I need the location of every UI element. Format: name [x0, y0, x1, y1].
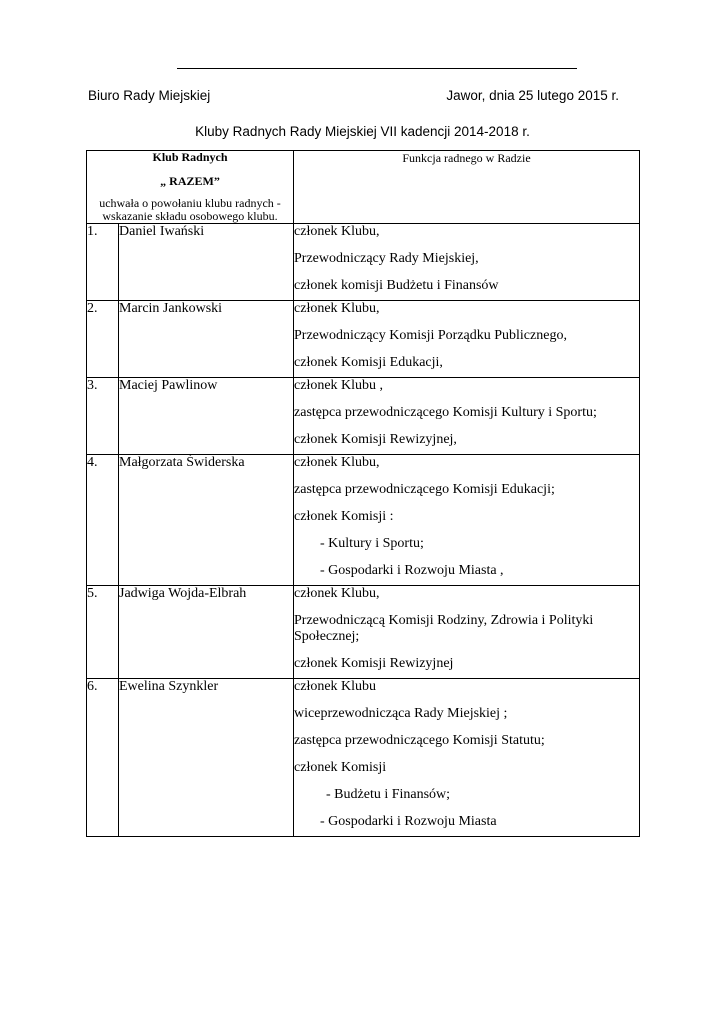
role-line: członek Klubu: [294, 679, 377, 694]
role-line: członek komisji Budżetu i Finansów: [294, 278, 499, 293]
role-line: Przewodniczącą Komisji Rodziny, Zdrowia i Polityki Społecznej;: [294, 613, 594, 644]
role-subline: - Gospodarki i Rozwoju Miasta: [320, 814, 497, 829]
row-number: 6.: [87, 679, 119, 837]
document-title: Kluby Radnych Rady Miejskiej VII kadencji 2014-2018 r.: [195, 124, 530, 139]
table-row: [87, 679, 640, 837]
table-row: [87, 224, 640, 301]
member-roles: [294, 679, 640, 837]
role-line: członek Komisji Rewizyjnej: [294, 656, 454, 671]
table-row: [87, 455, 640, 586]
club-header-cell: [87, 151, 294, 224]
club-note: uchwała o powołaniu klubu radnych - wskazanie składu osobowego klubu.: [99, 196, 281, 223]
role-line: wiceprzewodnicząca Rady Miejskiej ;: [294, 706, 508, 721]
row-number: 3.: [87, 378, 119, 455]
table-row: [87, 378, 640, 455]
role-subline: - Gospodarki i Rozwoju Miasta ,: [320, 563, 504, 578]
member-name: Daniel Iwański: [119, 224, 294, 301]
office-name: Biuro Rady Miejskiej: [88, 88, 211, 103]
row-number: 2.: [87, 301, 119, 378]
member-name: Marcin Jankowski: [119, 301, 294, 378]
club-label: Klub Radnych: [152, 150, 228, 164]
role-line: członek Komisji Rewizyjnej,: [294, 432, 457, 447]
member-name: Maciej Pawlinow: [119, 378, 294, 455]
role-line: członek Komisji :: [294, 509, 394, 524]
member-roles: [294, 378, 640, 455]
function-header: Funkcja radnego w Radzie: [294, 151, 640, 224]
role-line: Przewodniczący Rady Miejskiej,: [294, 251, 479, 266]
role-line: członek Klubu,: [294, 301, 380, 316]
row-number: 1.: [87, 224, 119, 301]
role-line: Przewodniczący Komisji Porządku Publicznego,: [294, 328, 567, 343]
row-number: 4.: [87, 455, 119, 586]
table-header-row: [87, 151, 640, 224]
row-number: 5.: [87, 586, 119, 679]
member-roles: [294, 224, 640, 301]
table-row: [87, 301, 640, 378]
role-line: zastępca przewodniczącego Komisji Kultury i Sportu;: [294, 405, 597, 420]
role-line: członek Komisji: [294, 760, 387, 775]
role-line: członek Klubu ,: [294, 378, 384, 393]
role-line: zastępca przewodniczącego Komisji Edukacji;: [294, 482, 555, 497]
role-line: zastępca przewodniczącego Komisji Statutu;: [294, 733, 545, 748]
member-roles: [294, 586, 640, 679]
member-roles: [294, 301, 640, 378]
place-date: Jawor, dnia 25 lutego 2015 r.: [446, 88, 619, 103]
role-line: członek Komisji Edukacji,: [294, 355, 443, 370]
role-subline: - Budżetu i Finansów;: [326, 787, 451, 802]
clubs-table: [86, 150, 640, 837]
role-line: członek Klubu,: [294, 455, 380, 470]
role-line: członek Klubu,: [294, 224, 380, 239]
club-name: „ RAZEM”: [160, 174, 220, 188]
member-name: Jadwiga Wojda-Elbrah: [119, 586, 294, 679]
top-rule: [177, 68, 577, 69]
role-subline: - Kultury i Sportu;: [320, 536, 424, 551]
role-line: członek Klubu,: [294, 586, 380, 601]
member-roles: [294, 455, 640, 586]
member-name: Małgorzata Świderska: [119, 455, 294, 586]
member-name: Ewelina Szynkler: [119, 679, 294, 837]
table-row: [87, 586, 640, 679]
